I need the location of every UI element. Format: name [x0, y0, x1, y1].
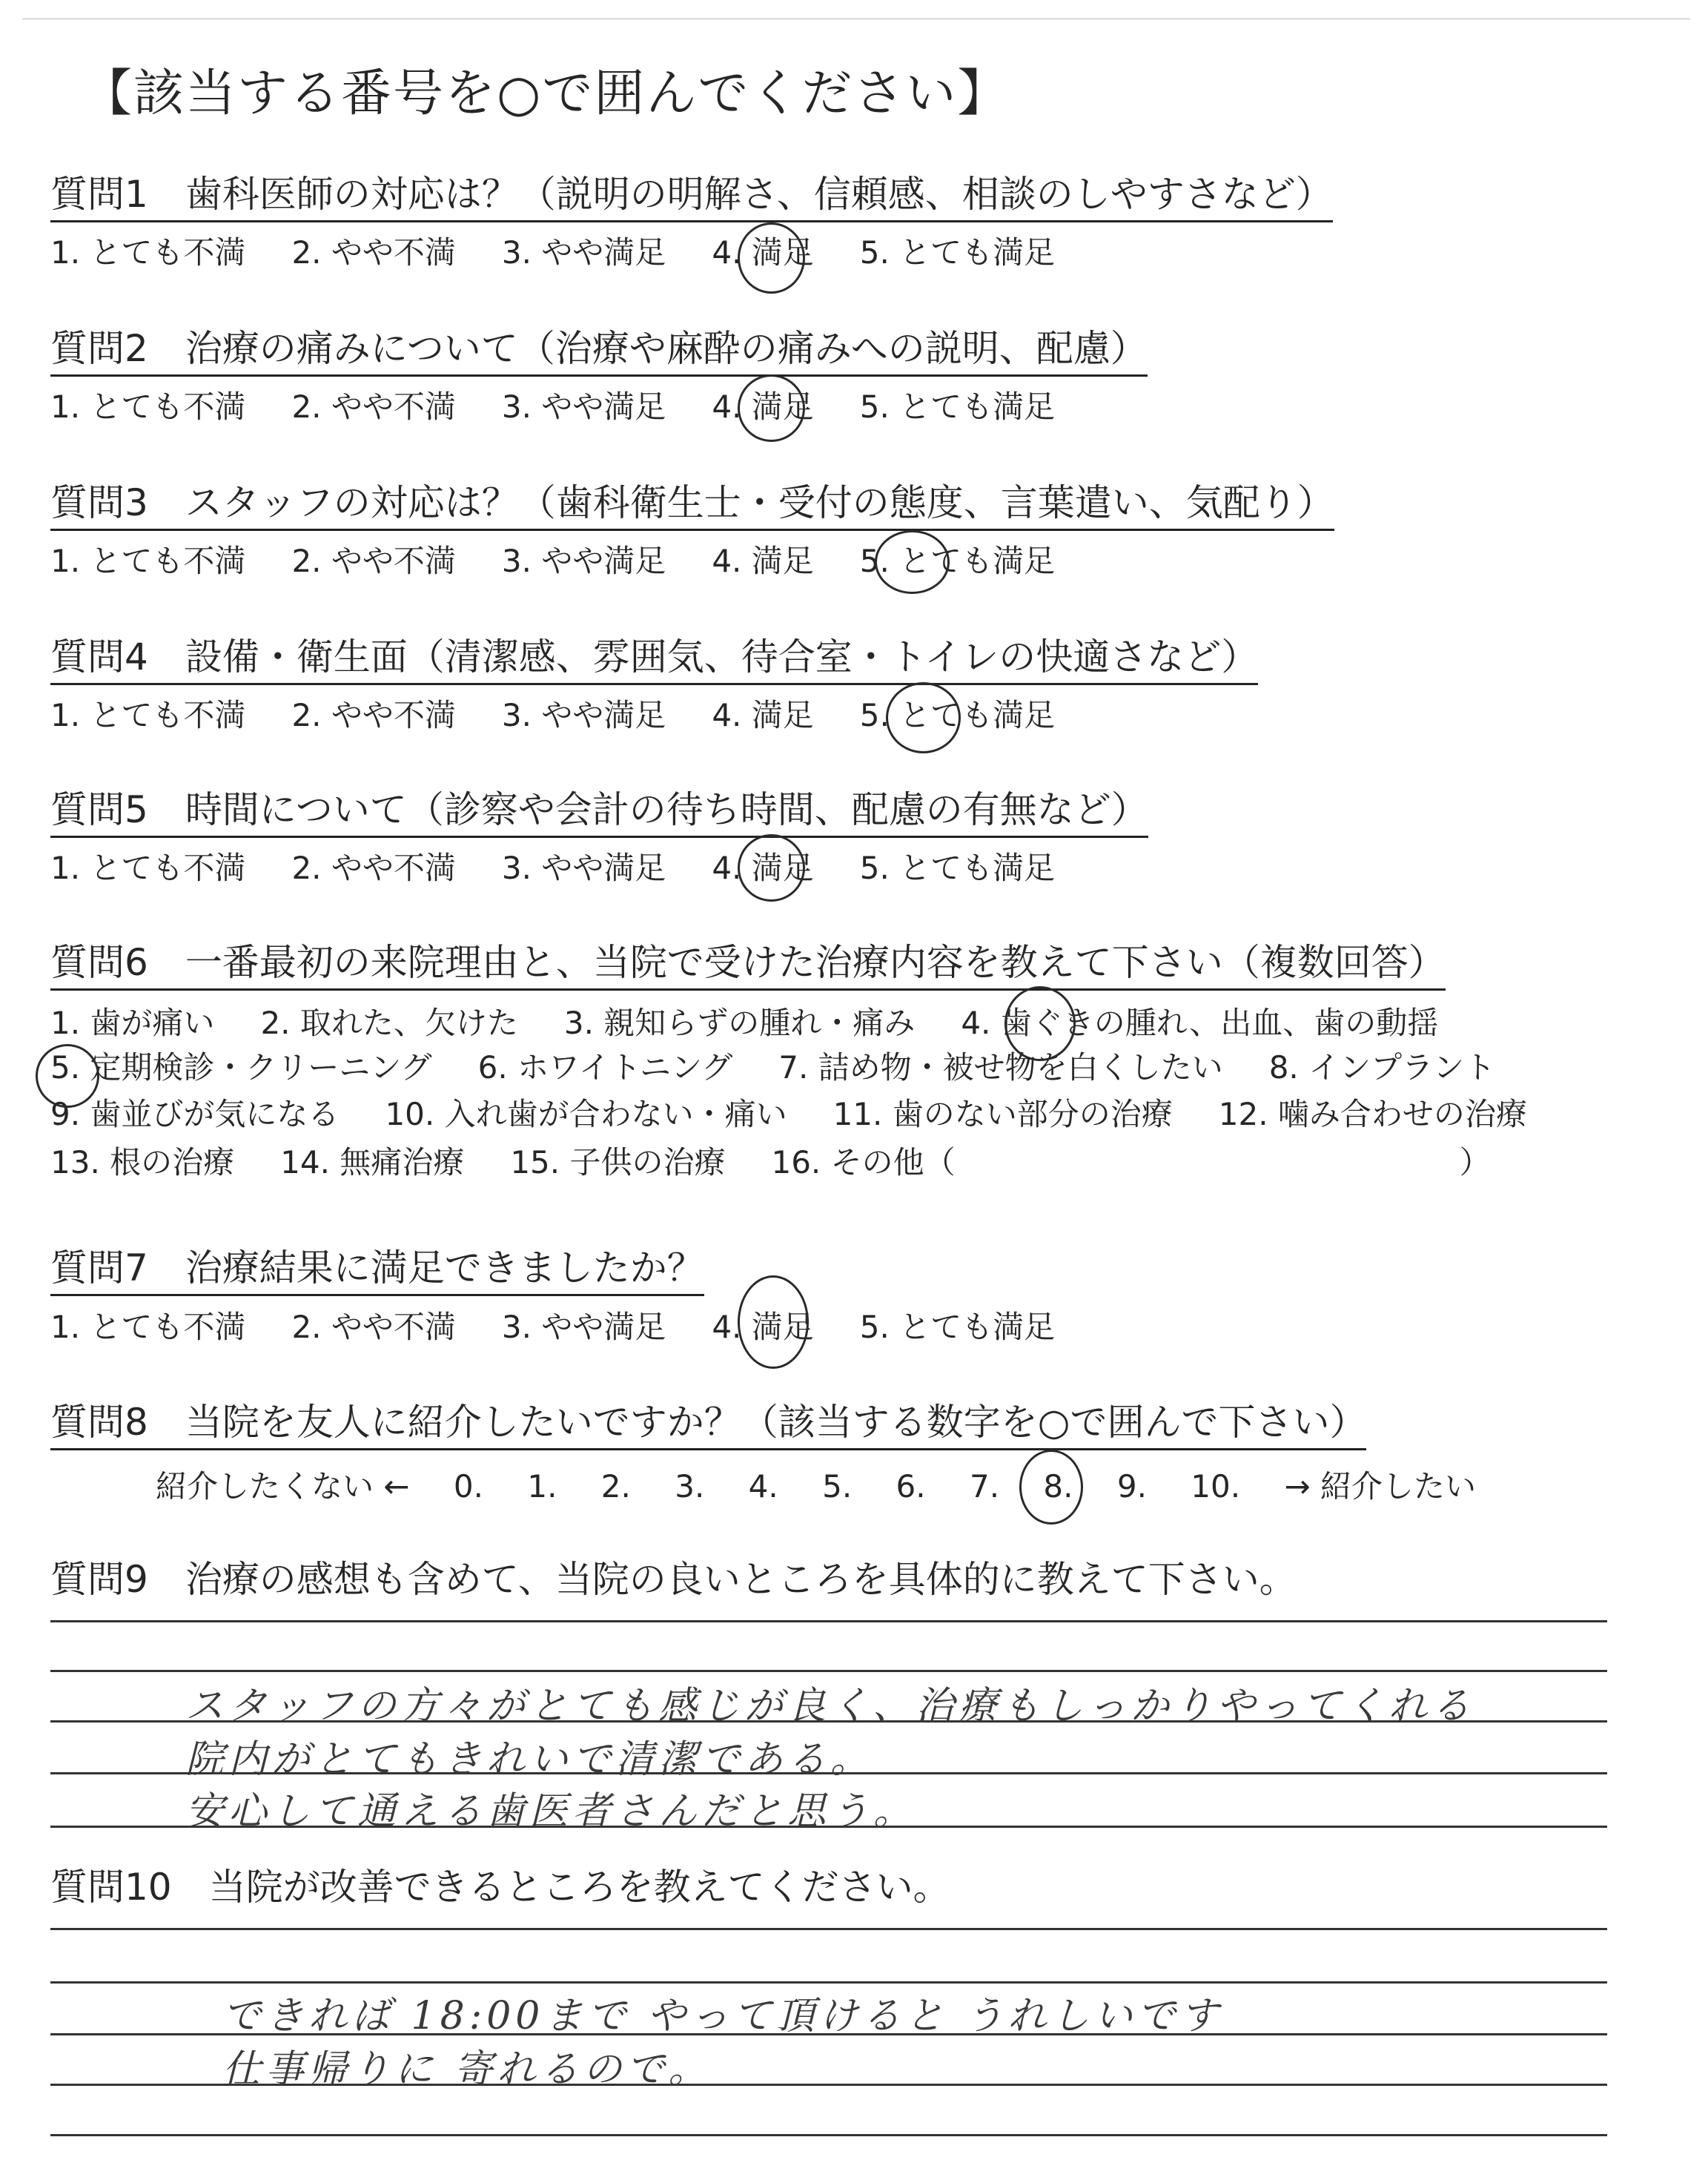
q8-scale	[156, 1462, 1510, 1507]
q9-text: 治療の感想も含めて、当院の良いところを具体的に教えて下さい。	[185, 1558, 1297, 1601]
selected-circle-q4	[886, 682, 961, 753]
q6-option[interactable]: 3. 親知らずの腫れ・痛み	[563, 1005, 916, 1041]
selected-circle-q6-4	[1004, 986, 1076, 1061]
selected-circle-q8	[1019, 1450, 1083, 1525]
top-border	[22, 18, 1690, 20]
q5-option[interactable]: 5. とても満足	[859, 850, 1056, 886]
q4-option[interactable]: 4. 満足	[712, 697, 814, 733]
q8-scale-item[interactable]: 2.	[600, 1468, 631, 1505]
q5-option[interactable]: 1. とても不満	[50, 850, 246, 886]
q4-option[interactable]: 1. とても不満	[50, 697, 246, 733]
q6-row-2	[50, 1049, 1541, 1086]
q6-option[interactable]: 10. 入れ歯が合わない・痛い	[385, 1096, 787, 1132]
q8-scale-item[interactable]: 0.	[453, 1468, 483, 1505]
q4-option[interactable]: 3. やや満足	[501, 697, 666, 733]
selected-circle-q2	[738, 374, 805, 442]
q10-answer-line: できれば 18:00まで やって頂けると うれしいです	[222, 1994, 1223, 2038]
q6-option[interactable]: 13. 根の治療	[50, 1144, 235, 1180]
q7-option[interactable]: 2. やや不満	[291, 1309, 456, 1345]
q2-option[interactable]: 3. やや満足	[501, 389, 666, 425]
q8-scale-item[interactable]: 8.	[1043, 1468, 1073, 1505]
q4-heading	[50, 635, 1258, 679]
q1-option[interactable]: 4. 満足	[712, 234, 814, 271]
q9-heading	[50, 1557, 1297, 1602]
q6-option[interactable]: 14. 無痛治療	[280, 1144, 465, 1180]
q6-option[interactable]: 2. 取れた、欠けた	[260, 1005, 518, 1041]
q8-scale-item[interactable]: 7.	[969, 1468, 1000, 1505]
q6-label: 質問6	[50, 941, 148, 984]
q8-scale-item[interactable]: 6.	[896, 1468, 926, 1505]
q6-other-close: ）	[1459, 1144, 1491, 1180]
q5-option[interactable]: 2. やや不満	[291, 850, 456, 886]
q1-option[interactable]: 1. とても不満	[50, 234, 246, 271]
q5-option[interactable]: 3. やや満足	[501, 850, 666, 886]
q3-option[interactable]: 3. やや満足	[501, 543, 666, 579]
q6-row-4	[50, 1144, 1491, 1181]
q7-label: 質問7	[50, 1246, 148, 1289]
q8-scale-item[interactable]: 9.	[1116, 1468, 1147, 1505]
q9-answer-line: 院内がとてもきれいで清潔である。	[185, 1737, 874, 1782]
q6-option[interactable]: 16. その他（	[771, 1144, 956, 1180]
q9-answer-line: 安心して通える歯医者さんだと思う。	[185, 1789, 917, 1834]
q8-text: 当院を友人に紹介したいですか？（該当する数字を○で囲んで下さい）	[185, 1401, 1367, 1444]
q5-option[interactable]: 4. 満足	[712, 850, 814, 886]
q7-option[interactable]: 1. とても不満	[50, 1309, 246, 1345]
q8-scale-item[interactable]: 4.	[748, 1468, 778, 1505]
q7-options	[50, 1309, 1101, 1346]
q4-option[interactable]: 5. とても満足	[859, 697, 1056, 733]
q4-text: 設備・衛生面（清潔感、雰囲気、待合室・トイレの快適さなど）	[185, 635, 1259, 678]
q2-option[interactable]: 2. やや不満	[291, 389, 456, 425]
answer-line	[50, 1928, 1607, 1930]
answer-line	[50, 1670, 1607, 1672]
q1-options	[50, 234, 1101, 271]
q6-option[interactable]: 5. 定期検診・クリーニング	[50, 1049, 432, 1086]
q2-option[interactable]: 4. 満足	[712, 389, 814, 425]
q6-text: 一番最初の来院理由と、当院で受けた治療内容を教えて下さい（複数回答）	[185, 941, 1446, 984]
q8-left-label: 紹介したくない ←	[156, 1468, 410, 1505]
q3-option[interactable]: 1. とても不満	[50, 543, 246, 579]
q2-label: 質問2	[50, 327, 148, 370]
q6-option[interactable]: 6. ホワイトニング	[477, 1049, 733, 1086]
q1-option[interactable]: 3. やや満足	[501, 234, 666, 271]
q1-text: 歯科医師の対応は？（説明の明解さ、信頼感、相談のしやすさなど）	[185, 173, 1333, 216]
selected-circle-q7	[738, 1275, 809, 1369]
q6-option[interactable]: 1. 歯が痛い	[50, 1005, 215, 1041]
q1-option[interactable]: 5. とても満足	[859, 234, 1056, 271]
q7-option[interactable]: 4. 満足	[712, 1309, 814, 1345]
q5-text: 時間について（診察や会計の待ち時間、配慮の有無など）	[185, 788, 1148, 831]
q8-label: 質問8	[50, 1401, 148, 1444]
answer-line	[50, 1620, 1607, 1622]
q5-options	[50, 850, 1101, 887]
selected-circle-q1	[738, 222, 805, 294]
q8-right-label: → 紹介したい	[1284, 1468, 1476, 1505]
q8-heading	[50, 1400, 1366, 1444]
q4-option[interactable]: 2. やや不満	[291, 697, 456, 733]
q8-scale-item[interactable]: 1.	[527, 1468, 557, 1505]
q7-option[interactable]: 3. やや満足	[501, 1309, 666, 1345]
selected-circle-q6-5	[36, 1044, 99, 1108]
q3-option[interactable]: 2. やや不満	[291, 543, 456, 579]
selected-circle-q5	[738, 834, 805, 902]
q1-heading	[50, 172, 1333, 217]
q6-option[interactable]: 8. インプラント	[1268, 1049, 1496, 1086]
q1-label: 質問1	[50, 173, 148, 216]
selected-circle-q3	[875, 530, 950, 594]
q2-heading	[50, 326, 1148, 371]
q2-options	[50, 389, 1101, 426]
q5-label: 質問5	[50, 788, 148, 831]
q6-row-1	[50, 1005, 1484, 1042]
q3-heading	[50, 480, 1334, 525]
q6-option[interactable]: 4. 歯ぐきの腫れ、出血、歯の動揺	[961, 1005, 1439, 1041]
q4-label: 質問4	[50, 635, 148, 678]
q2-option[interactable]: 1. とても不満	[50, 389, 246, 425]
answer-line	[50, 1981, 1607, 1984]
q6-option[interactable]: 12. 噛み合わせの治療	[1218, 1096, 1527, 1132]
q7-option[interactable]: 5. とても満足	[859, 1309, 1056, 1345]
q1-option[interactable]: 2. やや不満	[291, 234, 456, 271]
q3-option[interactable]: 4. 満足	[712, 543, 814, 579]
q8-scale-item[interactable]: 5.	[822, 1468, 853, 1505]
q6-option[interactable]: 7. 詰め物・被せ物を白くしたい	[778, 1049, 1223, 1086]
q2-text: 治療の痛みについて（治療や麻酔の痛みへの説明、配慮）	[185, 327, 1148, 370]
q7-text: 治療結果に満足できましたか？	[185, 1246, 704, 1289]
q6-option[interactable]: 15. 子供の治療	[510, 1144, 726, 1180]
q6-option[interactable]: 9. 歯並びが気になる	[50, 1096, 340, 1132]
q10-text: 当院が改善できるところを教えてください。	[208, 1866, 950, 1909]
q6-heading	[50, 940, 1446, 985]
q10-answer-line: 仕事帰りに 寄れるので。	[222, 2047, 712, 2092]
page-title: 【該当する番号を○で囲んでください】	[82, 65, 1010, 123]
q10-label: 質問10	[50, 1866, 172, 1909]
q8-scale-item[interactable]: 3.	[675, 1468, 705, 1505]
q8-scale-item[interactable]: 10.	[1191, 1468, 1241, 1505]
q3-option[interactable]: 5. とても満足	[859, 543, 1056, 579]
q10-heading	[50, 1865, 950, 1909]
q3-label: 質問3	[50, 481, 148, 524]
q6-option[interactable]: 11. 歯のない部分の治療	[833, 1096, 1173, 1132]
q3-text: スタッフの対応は？（歯科衛生士・受付の態度、言葉遣い、気配り）	[185, 481, 1334, 524]
q9-answer-line: スタッフの方々がとても感じが良く、治療もしっかりやってくれる	[185, 1684, 1474, 1728]
q2-option[interactable]: 5. とても満足	[859, 389, 1056, 425]
q9-label: 質問9	[50, 1558, 148, 1601]
q7-heading	[50, 1246, 704, 1290]
q6-row-3	[50, 1096, 1573, 1133]
answer-line	[50, 2134, 1607, 2136]
q5-heading	[50, 787, 1148, 832]
